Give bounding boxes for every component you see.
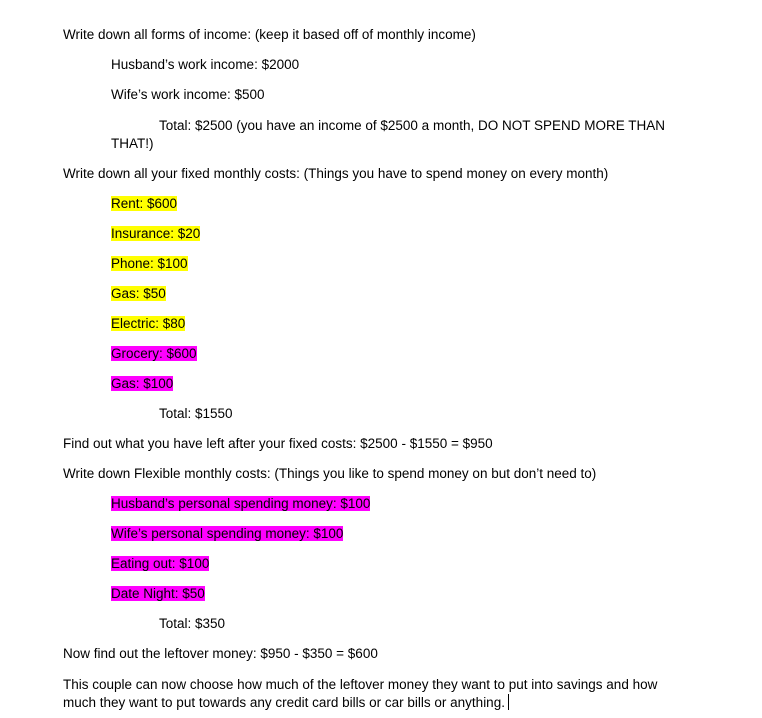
income-total-line2: THAT!) — [111, 136, 154, 151]
flexible-cost-item-eating-out — [111, 555, 209, 572]
income-total-line1: Total: $2500 (you have an income of $2500 a month, DO NOT SPEND MORE THAN — [159, 118, 665, 133]
fixed-cost-item-gas — [111, 285, 166, 302]
left-after-fixed: Find out what you have left after your fixed costs: $2500 - $1550 = $950 — [63, 436, 493, 451]
flexible-costs-total: Total: $350 — [159, 616, 226, 631]
fixed-cost-item-rent — [111, 195, 177, 212]
conclusion-line1: This couple can now choose how much of the leftover money they want to put into savings and how — [63, 677, 658, 692]
fixed-cost-item-electric — [111, 315, 185, 332]
flexible-cost-item-date-night — [111, 585, 205, 602]
leftover-money: Now find out the leftover money: $950 - $350 = $600 — [63, 646, 378, 661]
highlighted-text: Husband’s personal spending money: $100 — [111, 496, 371, 511]
highlighted-text: Gas: $50 — [111, 286, 166, 301]
flexible-costs-heading: Write down Flexible monthly costs: (Things you like to spend money on but don’t need to) — [63, 466, 597, 481]
highlighted-text: Eating out: $100 — [111, 556, 210, 571]
income-heading: Write down all forms of income: (keep it based off of monthly income) — [63, 27, 476, 42]
conclusion-line2-container — [63, 694, 509, 711]
income-item-wife: Wife’s work income: $500 — [111, 87, 265, 102]
highlighted-text: Date Night: $50 — [111, 586, 205, 601]
income-item-husband: Husband’s work income: $2000 — [111, 57, 300, 72]
fixed-cost-item-insurance — [111, 225, 200, 242]
fixed-costs-heading: Write down all your fixed monthly costs: (Things you have to spend money on every month) — [63, 166, 609, 181]
fixed-cost-item-gas-2 — [111, 375, 173, 392]
flexible-cost-item-husband — [111, 495, 370, 512]
text-cursor — [508, 694, 509, 710]
highlighted-text: Electric: $80 — [111, 316, 186, 331]
flexible-cost-item-wife — [111, 525, 343, 542]
conclusion-line2: much they want to put towards any credit card bills or car bills or anything. — [63, 695, 505, 710]
highlighted-text: Gas: $100 — [111, 376, 174, 391]
highlighted-text: Insurance: $20 — [111, 226, 201, 241]
fixed-costs-total: Total: $1550 — [159, 406, 233, 421]
highlighted-text: Grocery: $600 — [111, 346, 197, 361]
fixed-cost-item-grocery — [111, 345, 197, 362]
highlighted-text: Wife’s personal spending money: $100 — [111, 526, 344, 541]
highlighted-text: Phone: $100 — [111, 256, 188, 271]
fixed-cost-item-phone — [111, 255, 188, 272]
highlighted-text: Rent: $600 — [111, 196, 178, 211]
